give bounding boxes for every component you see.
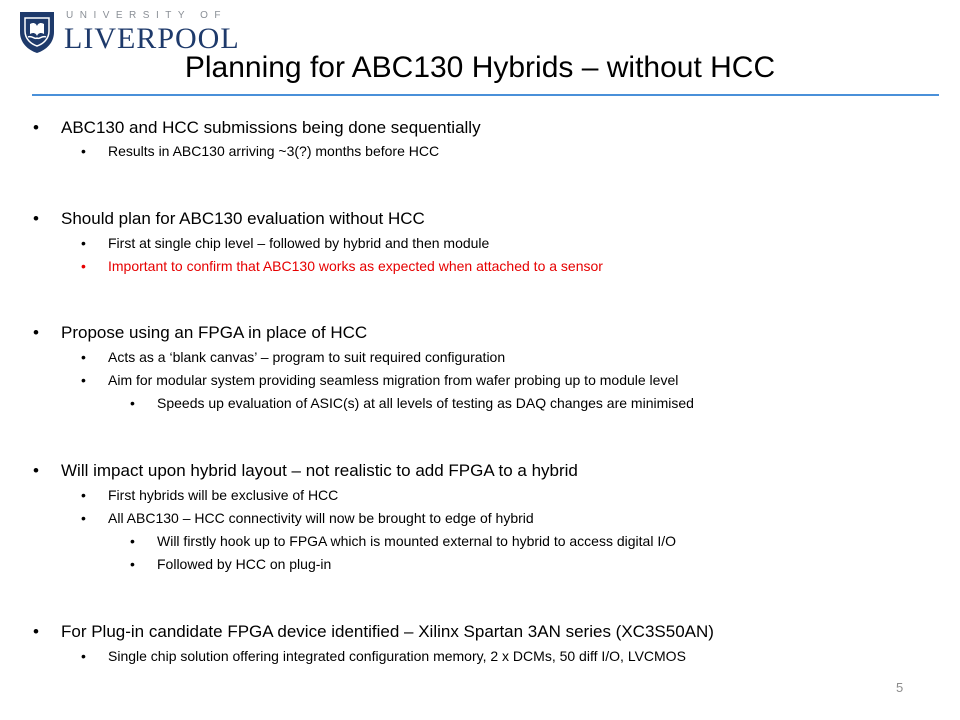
bullet-4-1: • First hybrids will be exclusive of HCC [108,486,338,504]
bullet-2-2-highlight: • Important to confirm that ABC130 works as expected when attached to a sensor [108,257,603,275]
bullet-5-1: • Single chip solution offering integrated configuration memory, 2 x DCMs, 50 diff I/O, LVCMOS [108,647,686,665]
bullet-1-1: • Results in ABC130 arriving ~3(?) months before HCC [108,142,439,160]
slide-title: Planning for ABC130 Hybrids – without HCC [184,51,776,84]
bullet-4: • Will impact upon hybrid layout – not realistic to add FPGA to a hybrid [61,461,578,481]
bullet-3: • Propose using an FPGA in place of HCC [61,323,367,343]
bullet-3-1: • Acts as a ‘blank canvas’ – program to suit required configuration [108,348,505,366]
page-number: 5 [896,680,904,695]
bullet-3-2-1: • Speeds up evaluation of ASIC(s) at all levels of testing as DAQ changes are minimised [157,394,694,412]
bullet-5: • For Plug-in candidate FPGA device identified – Xilinx Spartan 3AN series (XC3S50AN) [61,622,714,642]
university-of-text: UNIVERSITY OF [66,10,227,21]
bullet-4-2-2: • Followed by HCC on plug-in [157,555,331,573]
bullet-4-2-1: • Will firstly hook up to FPGA which is mounted external to hybrid to access digital I/O [157,532,676,550]
bullet-4-2: • All ABC130 – HCC connectivity will now be brought to edge of hybrid [108,509,534,527]
bullet-1: • ABC130 and HCC submissions being done sequentially [61,118,481,138]
bullet-2: • Should plan for ABC130 evaluation without HCC [61,209,425,229]
liverpool-wordmark: LIVERPOOL [64,22,240,55]
bullet-2-1: • First at single chip level – followed by hybrid and then module [108,234,489,252]
bullet-3-2: • Aim for modular system providing seamless migration from wafer probing up to module level [108,371,678,389]
